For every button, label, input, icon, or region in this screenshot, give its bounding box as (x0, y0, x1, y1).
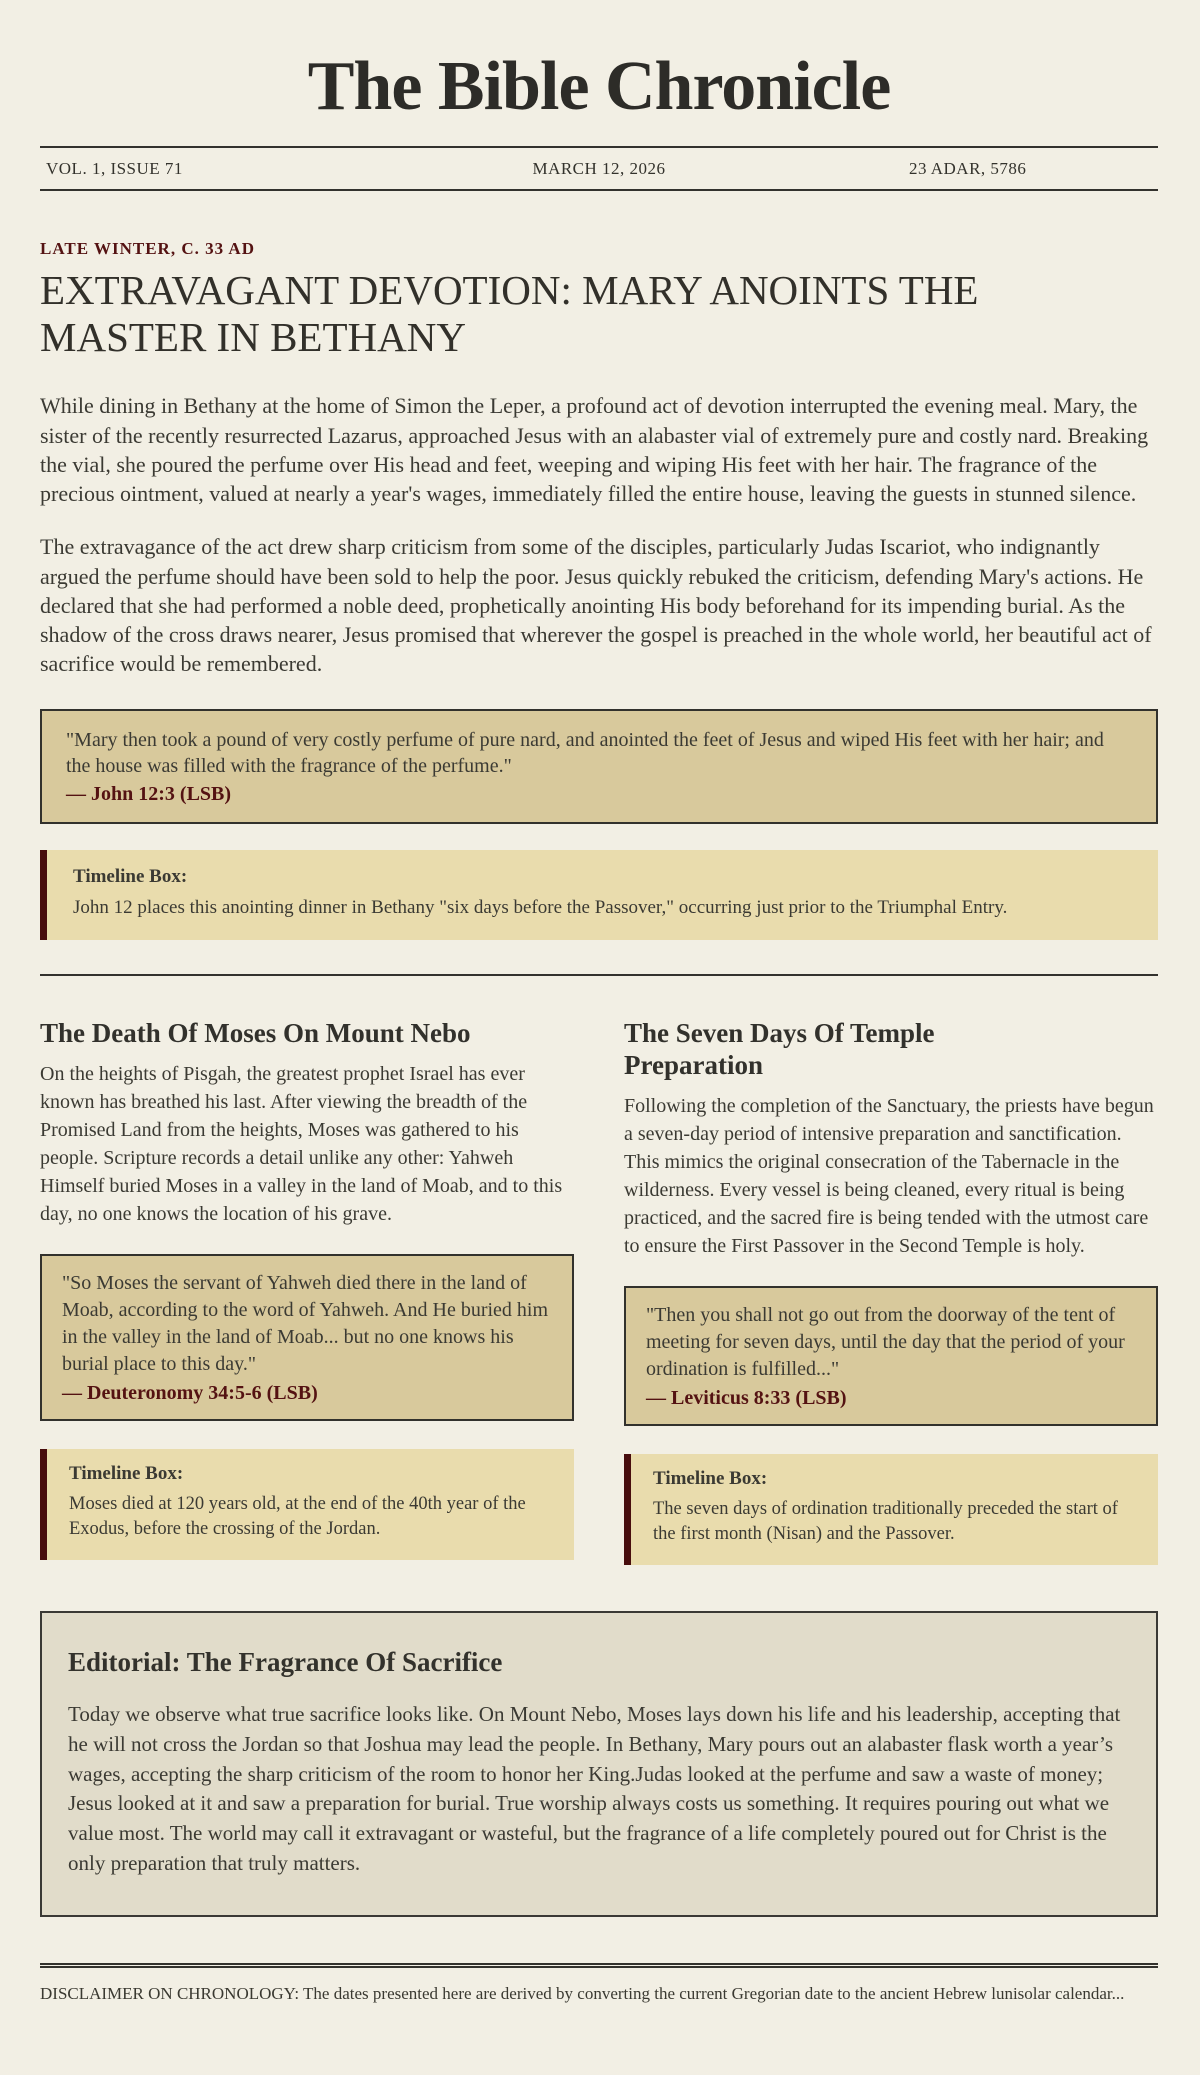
scripture-quote-box (40, 1254, 574, 1421)
scripture-quote-text: "Mary then took a pound of very costly perfume of pure nard, and anointed the feet of Jesus and wiped His feet with her hair; and the house was filled with the fragrance of the perfume." (66, 728, 1104, 777)
page-footer (40, 1963, 1158, 2005)
footer-double-rule (40, 1963, 1158, 1968)
timeline-text: John 12 places this anointing dinner in Bethany "six days before the Passover," occurring just prior to the Triumphal Entry. (73, 896, 1008, 918)
timeline-label: Timeline Box: (69, 1463, 184, 1485)
masthead-bottom-rule (40, 189, 1158, 191)
masthead-title: The Bible Chronicle (307, 48, 891, 125)
scripture-quote-attribution: — Deuteronomy 34:5-6 (LSB) (62, 1382, 318, 1405)
column-body: On the heights of Pisgah, the greatest prophet Israel has ever known has breathed his last. After viewing the breadth of the Promised Land from the heights, Moses was gathered to his people. Scripture records a detail unlike any other: Yahweh Himself buried Moses in a valley in the land of Moab, and to this day, no one knows the location of his grave. (40, 1063, 563, 1226)
timeline-label: Timeline Box: (73, 865, 188, 887)
timeline-box (40, 850, 1158, 941)
lead-article (40, 239, 1158, 940)
article-moses-nebo (40, 1018, 574, 1565)
article-body (40, 391, 1158, 678)
scripture-quote-text: "Then you shall not go out from the doorway of the tent of meeting for seven days, until the day that the period of your ordination is fulfilled..." (646, 1304, 1125, 1381)
timeline-text: Moses died at 120 years old, at the end of the 40th year of the Exodus, before the crossing of the Jordan. (69, 1494, 526, 1540)
article-paragraph: While dining in Bethany at the home of Simon the Leper, a profound act of devotion interrupted the evening meal. Mary, the sister of the recently resurrected Lazarus, approached Jesus with an alabaster vial of extremely pure and costly nard. Breaking the vial, she poured the perfume over His head and feet, weeping and wiping His feet with her hair. The fragrance of the precious ointment, valued at nearly a year's wages, immediately filled the entire house, leaving the guests in stunned silence. (40, 393, 1149, 507)
scripture-quote-text: "So Moses the servant of Yahweh died there in the land of Moab, according to the word of Yahweh. And He buried him in the valley in the land of Moab... but no one knows his burial place to this day." (62, 1272, 549, 1376)
gregorian-date: MARCH 12, 2026 (532, 159, 666, 178)
scripture-quote-attribution: — Leviticus 8:33 (LSB) (646, 1387, 847, 1410)
editorial-box (40, 1611, 1158, 1917)
volume-issue: VOL. 1, ISSUE 71 (46, 159, 183, 178)
masthead (40, 48, 1158, 191)
scripture-quote-box (40, 709, 1158, 824)
article-headline: EXTRAVAGANT DEVOTION: MARY ANOINTS THE MASTER IN BETHANY (40, 267, 979, 361)
column-body: Following the completion of the Sanctuary, the priests have begun a seven-day period of intensive preparation and sanctification. This mimics the original consecration of the Tabernacle in the wilderness. Every vessel is being cleaned, every ritual is being practiced, and the sacred fire is being tended with the utmost care to ensure the First Passover in the Second Temple is holy. (624, 1095, 1154, 1258)
timeline-box (624, 1454, 1158, 1565)
scripture-quote-attribution: — John 12:3 (LSB) (66, 783, 232, 806)
chronology-disclaimer: DISCLAIMER ON CHRONOLOGY: The dates presented here are derived by converting the current Gregorian date to the ancient Hebrew lunisolar calendar... (40, 1983, 1125, 2003)
timeline-label: Timeline Box: (653, 1468, 768, 1490)
section-divider-rule (40, 974, 1158, 976)
article-temple-preparation (624, 1018, 1158, 1565)
editorial-body: Today we observe what true sacrifice looks like. On Mount Nebo, Moses lays down his life and his leadership, accepting that he will not cross the Jordan so that Joshua may lead the people. In Bethany, Mary pours out an alabaster flask worth a year’s wages, accepting the sharp criticism of the room to honor her King.Judas looked at the perfume and saw a waste of money; Jesus looked at it and saw a preparation for burial. True worship always costs us something. It requires pouring out what we value most. The world may call it extravagant or wasteful, but the fragrance of a life completely poured out for Christ is the only preparation that truly matters. (68, 1702, 1121, 1876)
editorial-headline: Editorial: The Fragrance Of Sacrifice (68, 1647, 503, 1677)
secondary-articles (40, 1018, 1158, 1565)
article-paragraph: The extravagance of the act drew sharp criticism from some of the disciples, particularly Judas Iscariot, who indignantly argued the perfume should have been sold to help the poor. Jesus quickly rebuked the criticism, defending Mary's actions. He declared that she had performed a noble deed, prophetically anointing His body beforehand for its impending burial. As the shadow of the cross draws nearer, Jesus promised that wherever the gospel is preached in the whole world, her beautiful act of sacrifice would be remembered. (40, 534, 1152, 677)
scripture-quote-box (624, 1286, 1158, 1426)
article-kicker: LATE WINTER, C. 33 AD (40, 239, 255, 258)
timeline-box (40, 1449, 574, 1560)
timeline-text: The seven days of ordination traditionally preceded the start of the first month (Nisan) and the Passover. (653, 1499, 1118, 1545)
column-headline: The Seven Days Of Temple Preparation (624, 1018, 935, 1081)
dateline (40, 148, 1158, 189)
hebrew-date: 23 ADAR, 5786 (908, 159, 1027, 178)
column-headline: The Death Of Moses On Mount Nebo (40, 1018, 471, 1049)
